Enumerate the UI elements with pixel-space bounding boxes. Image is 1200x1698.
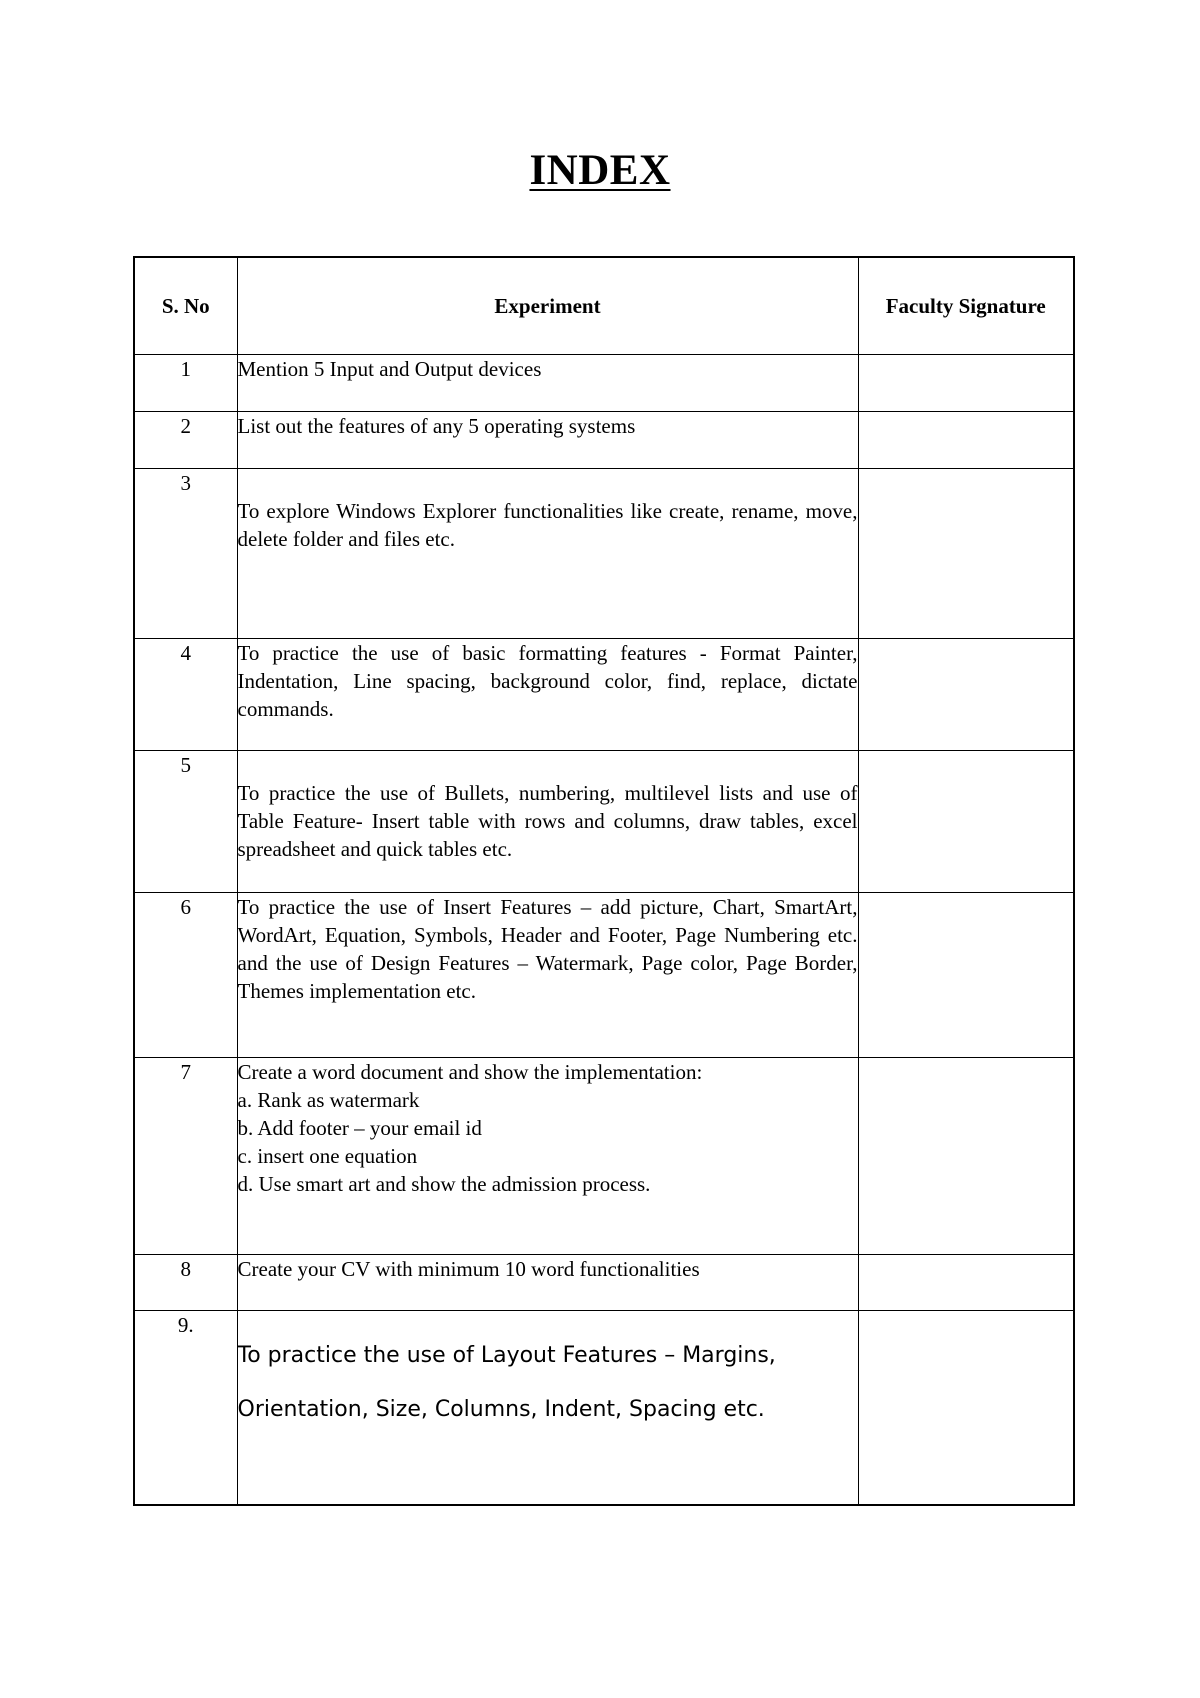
- signature-cell: [858, 1058, 1074, 1255]
- index-table: [133, 256, 1075, 1506]
- row-experiment: Mention 5 Input and Output devices: [237, 355, 858, 412]
- row-experiment: Create your CV with minimum 10 word functionalities: [237, 1255, 858, 1311]
- row-sno: 3: [134, 469, 237, 639]
- row-experiment-text: To practice the use of Layout Features – Margins, Orientation, Size, Columns, Indent, Spacing etc.: [237, 1343, 776, 1422]
- row-experiment-text: To practice the use of Bullets, numbering, multilevel lists and use of Table Feature- Insert table with rows and columns, draw tables, excel spreadsheet and quick tables etc.: [237, 781, 858, 861]
- row-experiment-line: c. insert one equation: [237, 1144, 418, 1168]
- row-sno: 2: [134, 412, 237, 469]
- row-experiment-line: d. Use smart art and show the admission process.: [237, 1172, 651, 1196]
- row-experiment: [237, 469, 858, 639]
- table-header-row: [134, 257, 1074, 355]
- table-row: [134, 355, 1074, 412]
- table-row: [134, 469, 1074, 639]
- row-sno: 8: [134, 1255, 237, 1311]
- row-experiment: List out the features of any 5 operating systems: [237, 412, 858, 469]
- row-experiment-line: a. Rank as watermark: [237, 1088, 420, 1112]
- signature-cell: [858, 893, 1074, 1058]
- row-experiment: To practice the use of basic formatting features - Format Painter, Indentation, Line spacing, background color, find, replace, dictate commands.: [237, 639, 858, 751]
- table-row: [134, 412, 1074, 469]
- signature-cell: [858, 1255, 1074, 1311]
- row-experiment-text: To explore Windows Explorer functionalities like create, rename, move, delete folder and files etc.: [237, 499, 858, 551]
- signature-cell: [858, 1311, 1074, 1505]
- header-experiment: Experiment: [237, 257, 858, 355]
- table-row: [134, 1311, 1074, 1505]
- row-experiment-line: Create a word document and show the implementation:: [237, 1060, 703, 1084]
- signature-cell: [858, 751, 1074, 893]
- signature-cell: [858, 355, 1074, 412]
- row-sno: 7: [134, 1058, 237, 1255]
- row-sno: 9.: [134, 1311, 237, 1505]
- table-row: [134, 751, 1074, 893]
- header-sno: S. No: [134, 257, 237, 355]
- table-row: [134, 1058, 1074, 1255]
- row-experiment-line: b. Add footer – your email id: [237, 1116, 482, 1140]
- page-title: INDEX: [529, 147, 671, 194]
- signature-cell: [858, 639, 1074, 751]
- row-sno: 5: [134, 751, 237, 893]
- header-faculty-signature: Faculty Signature: [858, 257, 1074, 355]
- signature-cell: [858, 469, 1074, 639]
- row-sno: 4: [134, 639, 237, 751]
- row-sno: 1: [134, 355, 237, 412]
- table-row: [134, 893, 1074, 1058]
- row-experiment: [237, 751, 858, 893]
- table-row: [134, 1255, 1074, 1311]
- row-experiment: [237, 1058, 858, 1255]
- table-row: [134, 639, 1074, 751]
- row-sno: 6: [134, 893, 237, 1058]
- row-experiment: [237, 1311, 858, 1505]
- signature-cell: [858, 412, 1074, 469]
- row-experiment: To practice the use of Insert Features – add picture, Chart, SmartArt, WordArt, Equation, Symbols, Header and Footer, Page Numbering etc. and the use of Design Features – Watermark, Page color, Page Border, Themes implementation etc.: [237, 893, 858, 1058]
